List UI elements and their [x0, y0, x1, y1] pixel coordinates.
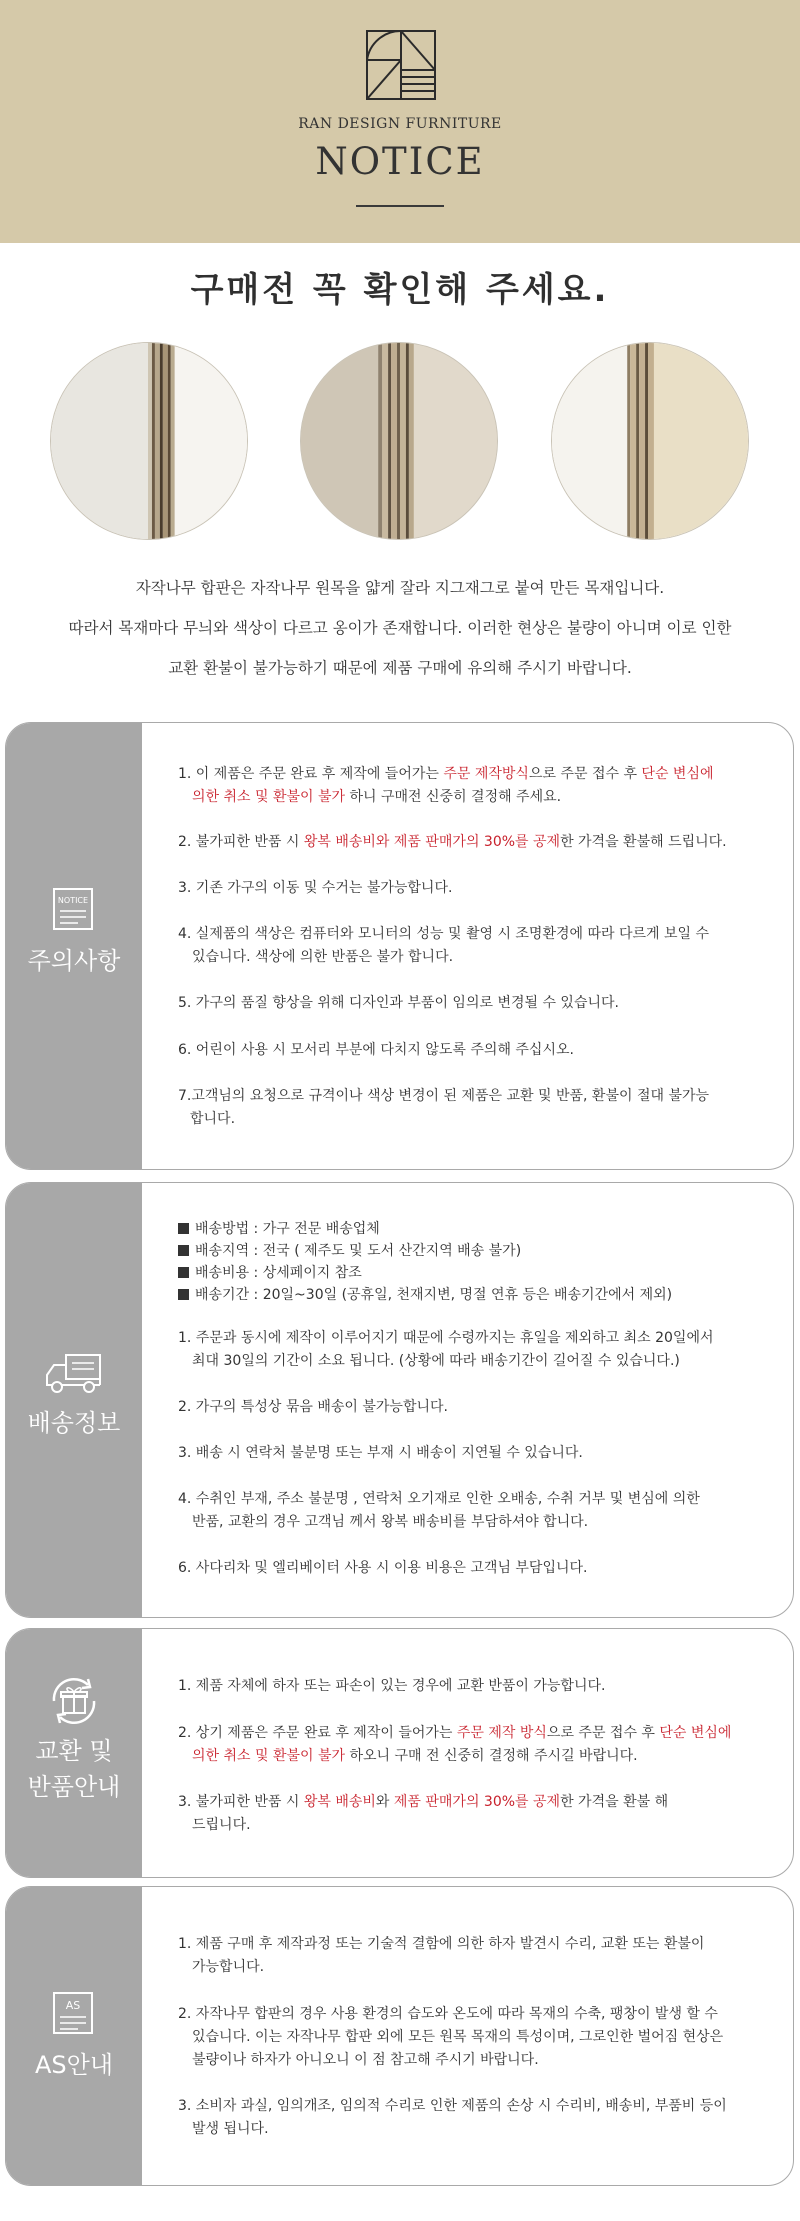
notice-document-icon [52, 887, 96, 933]
as-document-icon [52, 1991, 96, 2037]
caution-sidebar [6, 723, 142, 1169]
brand-name: RAN DESIGN FURNITURE [298, 116, 502, 132]
caution-item-7: 7.고객님의 요청으로 규격이나 색상 변경이 된 제품은 교환 및 반품, 환불이 절대 불가능 합니다. [178, 1088, 710, 1127]
square-bullet-icon [178, 1223, 189, 1234]
delivery-label: 배송정보 [27, 1409, 121, 1437]
exchange-gift-icon [44, 1671, 104, 1731]
as-item-3: 3. 소비자 과실, 임의개조, 임의적 수리로 인한 제품의 손상 시 수리비, 배송비, 부품비 등이 발생 됩니다. [178, 2098, 727, 2137]
exchange-label-line1: 교환 및 [35, 1737, 113, 1765]
delivery-item-6: 6. 사다리차 및 엘리베이터 사용 시 이용 비용은 고객님 부담입니다. [178, 1560, 588, 1576]
truck-icon [44, 1351, 104, 1395]
delivery-item-1: 1. 주문과 동시에 제작이 이루어지기 때문에 수령까지는 휴일을 제외하고 최소 20일에서 최대 30일의 기간이 소요 됩니다. (상황에 따라 배송기간이 길어질 수 있습니다.) [178, 1330, 714, 1369]
title-divider [356, 205, 444, 207]
delivery-bullet: 배송지역 : 전국 ( 제주도 및 도서 산간지역 배송 불가) [178, 1240, 521, 1262]
plywood-edge-photo-1 [50, 342, 248, 540]
delivery-item-4: 4. 수취인 부재, 주소 불분명 , 연락처 오기재로 인한 오배송, 수취 거부 및 변심에 의한 반품, 교환의 경우 고객님 께서 왕복 배송비를 부담하셔야 합니다. [178, 1491, 700, 1530]
as-item-2: 2. 자작나무 합판의 경우 사용 환경의 습도와 온도에 따라 목재의 수축, 팽창이 발생 할 수 있습니다. 이는 자작나무 합판 외에 모든 원목 목재의 특성이며, 그로인한 벌어짐 현상은 불량이나 하자가 아니오니 이 점 참고해 주시기 바랍니다. [178, 2006, 724, 2068]
as-icon-label: AS [65, 1999, 81, 2012]
header-banner [0, 0, 800, 243]
exchange-sidebar [6, 1629, 142, 1877]
exchange-item-2: 2. 상기 제품은 주문 완료 후 제작이 들어가는 주문 제작 방식으로 주문 접수 후 단순 변심에 의한 취소 및 환불이 불가 하오니 구매 전 신중히 결정해 주시길 바랍니다. [178, 1725, 732, 1764]
delivery-sidebar [6, 1183, 142, 1617]
caution-card [5, 722, 794, 1170]
delivery-card [5, 1182, 794, 1618]
caution-item-2: 2. 불가피한 반품 시 왕복 배송비와 제품 판매가의 30%를 공제한 가격을 환불해 드립니다. [178, 834, 727, 850]
intro-text [0, 568, 800, 688]
square-bullet-icon [178, 1289, 189, 1300]
caution-item-4: 4. 실제품의 색상은 컴퓨터와 모니터의 성능 및 촬영 시 조명환경에 따라 다르게 보일 수 있습니다. 색상에 의한 반품은 불가 합니다. [178, 926, 710, 965]
as-sidebar [6, 1887, 142, 2185]
caution-label: 주의사항 [27, 947, 121, 975]
section-title: 구매전 꼭 확인해 주세요. [190, 270, 610, 310]
intro-line: 자작나무 합판은 자작나무 원목을 얇게 잘라 지그재그로 붙여 만든 목재입니다. [135, 579, 665, 597]
notice-icon-label: NOTICE [57, 896, 89, 905]
as-card [5, 1886, 794, 2186]
delivery-bullet: 배송기간 : 20일~30일 (공휴일, 천재지변, 명절 연휴 등은 배송기간에서 제외) [178, 1284, 672, 1306]
exchange-card [5, 1628, 794, 1878]
page-bottom-spacer [0, 2200, 800, 2221]
exchange-item-3: 3. 불가피한 반품 시 왕복 배송비와 제품 판매가의 30%를 공제한 가격을 환불 해 드립니다. [178, 1794, 669, 1833]
plywood-edge-photo-2 [300, 342, 498, 540]
exchange-item-1: 1. 제품 자체에 하자 또는 파손이 있는 경우에 교환 반품이 가능합니다. [178, 1678, 606, 1694]
as-item-1: 1. 제품 구매 후 제작과정 또는 기술적 결함에 의한 하자 발견시 수리, 교환 또는 환불이 가능합니다. [178, 1936, 705, 1975]
caution-item-3: 3. 기존 가구의 이동 및 수거는 불가능합니다. [178, 880, 453, 896]
notice-title: NOTICE [315, 140, 485, 183]
plywood-edge-photo-3 [551, 342, 749, 540]
brand-logo-icon [366, 30, 436, 100]
as-label: AS안내 [34, 2051, 114, 2079]
caution-item-6: 6. 어린이 사용 시 모서리 부분에 다치지 않도록 주의해 주십시오. [178, 1042, 574, 1058]
square-bullet-icon [178, 1245, 189, 1256]
exchange-label-line2: 반품안내 [27, 1773, 121, 1801]
delivery-item-2: 2. 가구의 특성상 묶음 배송이 불가능합니다. [178, 1399, 448, 1415]
intro-line: 교환 환불이 불가능하기 때문에 제품 구매에 유의해 주시기 바랍니다. [168, 659, 632, 677]
delivery-bullet: 배송방법 : 가구 전문 배송업체 [178, 1218, 380, 1240]
delivery-bullet: 배송비용 : 상세페이지 참조 [178, 1262, 362, 1284]
intro-line: 따라서 목재마다 무늬와 색상이 다르고 옹이가 존재합니다. 이러한 현상은 불량이 아니며 이로 인한 [68, 619, 732, 637]
caution-item-5: 5. 가구의 품질 향상을 위해 디자인과 부품이 임의로 변경될 수 있습니다. [178, 995, 619, 1011]
caution-item-1: 1. 이 제품은 주문 완료 후 제작에 들어가는 주문 제작방식으로 주문 접수 후 단순 변심에 의한 취소 및 환불이 불가 하니 구매전 신중히 결정해 주세요. [178, 766, 714, 805]
delivery-item-3: 3. 배송 시 연락처 불분명 또는 부재 시 배송이 지연될 수 있습니다. [178, 1445, 583, 1461]
square-bullet-icon [178, 1267, 189, 1278]
